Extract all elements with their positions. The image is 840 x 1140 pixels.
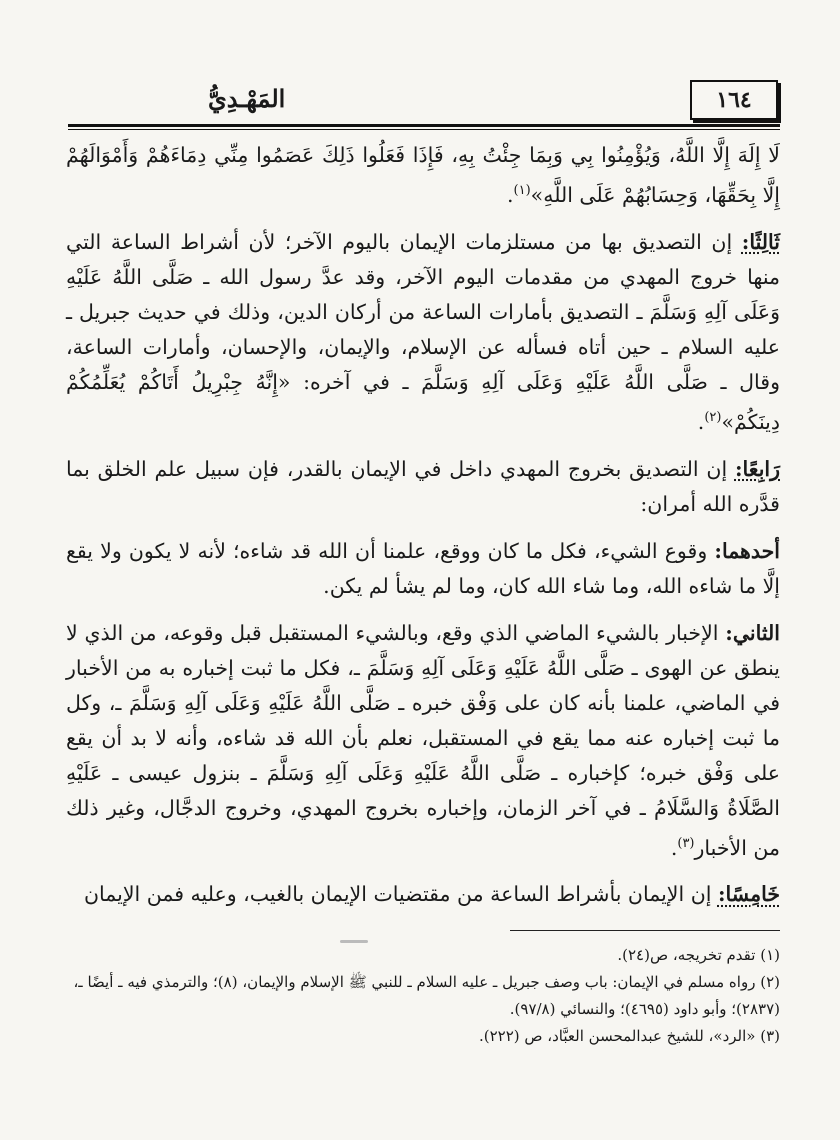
- paragraph-end: .: [697, 409, 705, 434]
- page-header: [68, 80, 778, 120]
- footnote-rule: [510, 930, 780, 931]
- paragraph-second-matter-text: الإخبار بالشيء الماضي الذي وقع، وبالشيء المستقبل قبل وقوعه، من الذي لا ينطق عن الهوى ـ صَلَّى اللَّهُ عَلَيْهِ وَعَلَى آلِهِ وَسَلَّمَ ـ، فكل ما ثبت إخباره به من الأخبار في الماضي، علمنا بأنه كان على وَفْق خبره ـ صَلَّى اللَّهُ عَلَيْهِ وَعَلَى آلِهِ وَسَلَّمَ ـ، وكل ما ثبت إخباره عنه مما يقع في المستقبل، نعلم بأن الله قد شاءه، وأنه لا بد أن يقع على وَفْق خبره؛ كإخباره ـ صَلَّى اللَّهُ عَلَيْهِ وَعَلَى آلِهِ وَسَلَّمَ ـ بنزول عيسى ـ عَلَيْهِ الصَّلَاةُ وَالسَّلَامُ ـ في آخر الزمان، وإخباره بخروج المهدي، وخروج الدجَّال، وغير ذلك من الأخبار: [66, 620, 780, 860]
- footnote-1: (١) تقدم تخريجه، ص(٢٤).: [617, 946, 780, 964]
- lead-second-matter: الثاني:: [725, 620, 780, 645]
- paragraph-second-matter: [66, 616, 780, 866]
- footnotes: [66, 942, 780, 1050]
- header-rule-thin: [68, 129, 780, 130]
- footnote-3: (٣) «الرد»، للشيخ عبدالمحسن العبَّاد، ص (٢٢٢).: [478, 1027, 780, 1045]
- footnote-ref-3: (٣): [677, 835, 695, 851]
- paragraph-third-text: إن التصديق بها من مستلزمات الإيمان باليوم الآخر؛ لأن أشراط الساعة التي منها خروج المهدي من مقدمات اليوم الآخر، وقد عدَّ رسول الله ـ صَلَّى اللَّهُ عَلَيْهِ وَعَلَى آلِهِ وَسَلَّمَ ـ التصديق بأمارات الساعة من أركان الدين، وذلك في حديث جبريل ـ عليه السلام ـ حين أتاه فسأله عن الإسلام، والإيمان، والإحسان، وأمارات الساعة، وقال ـ صَلَّى اللَّهُ عَلَيْهِ وَعَلَى آلِهِ وَسَلَّمَ ـ في آخره: «إِنَّهُ جِبْرِيلُ أَتَاكُمْ يُعَلِّمُكُمْ دِينَكُمْ»: [66, 229, 780, 434]
- running-title: المَهْـدِيُّ: [208, 84, 286, 113]
- paragraph-first-matter-text: وقوع الشيء، فكل ما كان ووقع، علمنا أن الله قد شاءه؛ لأنه لا يكون ولا يقع إلَّا ما شاءه الله، وما شاء الله كان، وما لم يشأ لم يكن.: [66, 538, 780, 598]
- paragraph-fourth: [66, 452, 780, 522]
- footnote-2: (٢) رواه مسلم في الإيمان: باب وصف جبريل ـ عليه السلام ـ للنبي ﷺ الإسلام والإيمان، (٨)؛ والترمذي فيه ـ أيضًا ـ، (٢٨٣٧)؛ وأبو داود (٤٦٩٥)؛ والنسائي (٩٧/٨).: [73, 973, 780, 1018]
- hadith-text: لَا إِلَهَ إِلَّا اللَّهُ، وَيُؤْمِنُوا بِي وَبِمَا جِئْتُ بِهِ، فَإِذَا فَعَلُوا ذَلِكَ عَصَمُوا مِنِّي دِمَاءَهُمْ وَأَمْوَالَهُمْ إِلَّا بِحَقِّهَا، وَحِسَابُهُمْ عَلَى اللَّهِ»: [66, 143, 780, 207]
- page-number: ١٦٤: [716, 87, 752, 113]
- lead-first-matter: أحدهما:: [714, 538, 780, 563]
- paragraph-fifth-text: إن الإيمان بأشراط الساعة من مقتضيات الإيمان بالغيب، وعليه فمن الإيمان: [84, 882, 712, 907]
- body-text: [66, 138, 780, 924]
- paragraph-hadith: [66, 138, 780, 213]
- page-number-box: [690, 80, 778, 120]
- footnote-ref-2: (٢): [704, 409, 722, 425]
- paragraph-end: .: [670, 835, 678, 860]
- lead-fourth: رَابِعًا:: [734, 456, 780, 481]
- paragraph-first-matter: [66, 534, 780, 604]
- paragraph-end: .: [506, 182, 514, 207]
- paragraph-third: [66, 225, 780, 440]
- paragraph-fifth: [66, 877, 780, 912]
- paragraph-fourth-text: إن التصديق بخروج المهدي داخل في الإيمان بالقدر، فإن سبيل علم الخلق بما قدَّره الله أمران:: [66, 456, 780, 516]
- lead-third: ثَالِثًا:: [741, 229, 780, 254]
- header-rule-thick: [68, 124, 780, 127]
- lead-fifth: خَامِسًا:: [717, 882, 780, 907]
- footnote-ref-1: (١): [513, 183, 531, 198]
